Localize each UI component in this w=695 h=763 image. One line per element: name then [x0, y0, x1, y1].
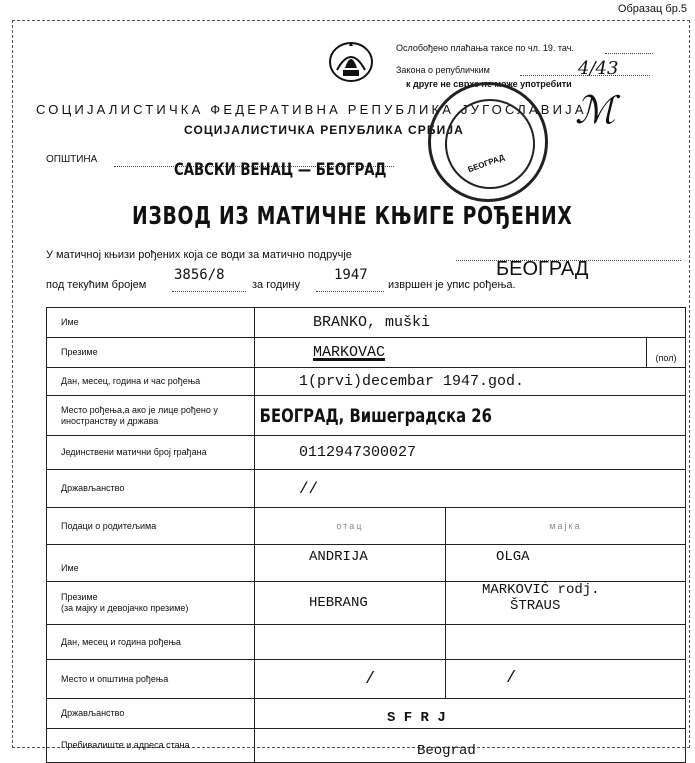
- fee-note-line1-dots: [605, 53, 653, 54]
- parent-surname-sub: (за мајку и девојачко презиме): [61, 603, 189, 613]
- table-row: [47, 582, 686, 625]
- parent-name-label: Име: [61, 562, 79, 573]
- table-row: [47, 368, 686, 396]
- table-row: [47, 625, 686, 660]
- form-number: Образац бр.5: [617, 3, 687, 15]
- parents-label: Подаци о родитељима: [61, 520, 157, 531]
- mother-pob-value: /: [445, 660, 685, 698]
- table-row: [47, 436, 686, 470]
- father-pob-value: /: [364, 669, 376, 689]
- residence-value: Beograd: [416, 742, 476, 759]
- mother-column-label: мајка: [445, 508, 685, 544]
- surname-value: MARKOVAC: [312, 344, 385, 361]
- first-name-value: BRANKO, muški: [312, 314, 430, 331]
- table-row: [47, 308, 686, 338]
- parent-pob-label: Место и општина рођења: [61, 673, 169, 684]
- birth-place-label: Место рођења,а ако је лице рођено у иностранству и држава: [61, 404, 218, 426]
- father-column-label: отац: [336, 521, 364, 531]
- citizenship-label: Држављанство: [61, 483, 125, 493]
- registry-table: [46, 307, 686, 763]
- jmbg-label: Јединствени матични број грађана: [61, 447, 207, 457]
- table-row: [47, 338, 686, 368]
- table-row: [47, 545, 686, 582]
- table-row: [47, 470, 686, 508]
- signature: ℳ: [575, 88, 616, 132]
- intro-number-value: 3856/8: [174, 267, 225, 283]
- parent-dob-label: Дан, месец и година рођења: [61, 636, 181, 647]
- intro-line2-a: под текућим бројем: [46, 279, 147, 291]
- municipality-value: САВСКИ ВЕНАЦ — БЕОГРАД: [174, 160, 387, 180]
- fee-note-line3: к друге не сврхе не може употребити: [406, 79, 572, 89]
- year-dots: [316, 291, 384, 292]
- table-row: [47, 396, 686, 436]
- jmbg-value: 0112947300027: [298, 444, 416, 461]
- birth-date-label: Дан, месец, година и час рођења: [61, 376, 201, 386]
- number-dots: [172, 291, 246, 292]
- citizenship-value: //: [298, 479, 319, 498]
- intro-area-value: БЕОГРАД: [496, 258, 589, 280]
- parent-citizenship-label: Држављанство: [61, 708, 125, 718]
- fee-note-handwritten: 4/43: [578, 58, 619, 79]
- fee-note-line1: Ослобођено плаћања таксе по чл. 19. тач.: [396, 43, 574, 53]
- mother-surname-2: ŠTRAUS: [509, 598, 561, 614]
- intro-line2-c: извршен је упис рођења.: [388, 279, 516, 291]
- municipality-label: ОПШТИНА: [46, 154, 98, 165]
- table-row: [47, 729, 686, 763]
- birth-date-value: 1(prvi)decembar 1947.god.: [298, 373, 524, 390]
- first-name-label: Име: [61, 317, 79, 327]
- intro-year-value: 1947: [334, 267, 368, 283]
- father-name: ANDRIJA: [308, 549, 368, 565]
- birth-place-value: БЕОГРАД, Вишеградска 26: [259, 404, 492, 427]
- republic-title: СОЦИЈАЛИСТИЧКА РЕПУБЛИКА СРБИЈА: [184, 123, 464, 137]
- fee-note-line2: Закона о републичким: [396, 65, 490, 75]
- mother-surname-1: MARKOVIĆ rodj.: [481, 582, 600, 598]
- parent-citizenship-value: S F R J: [386, 709, 446, 726]
- surname-label: Презиме: [61, 347, 98, 357]
- federation-title: СОЦИЈАЛИСТИЧКА ФЕДЕРАТИВНА РЕПУБЛИКА ЈУГОСЛАВИЈА: [36, 102, 587, 117]
- coat-of-arms-icon: [327, 40, 375, 84]
- table-row: [47, 508, 686, 545]
- sex-label: (пол): [646, 338, 685, 367]
- stamp-text: БЕОГРАД: [466, 152, 506, 175]
- residence-label: Пребивалиште и адреса стана: [61, 740, 190, 750]
- parent-surname-label: Презиме: [61, 592, 98, 602]
- table-row: [47, 699, 686, 729]
- mother-name: OLGA: [445, 545, 685, 581]
- intro-line2-b: за годину: [252, 279, 301, 291]
- document-title: ИЗВОД ИЗ МАТИЧНЕ КЊИГЕ РОЂЕНИХ: [132, 201, 573, 230]
- father-surname: HEBRANG: [308, 595, 368, 611]
- official-stamp: [428, 82, 548, 202]
- intro-line1: У матичној књизи рођених која се води за матично подручје: [46, 249, 352, 261]
- table-row: [47, 660, 686, 699]
